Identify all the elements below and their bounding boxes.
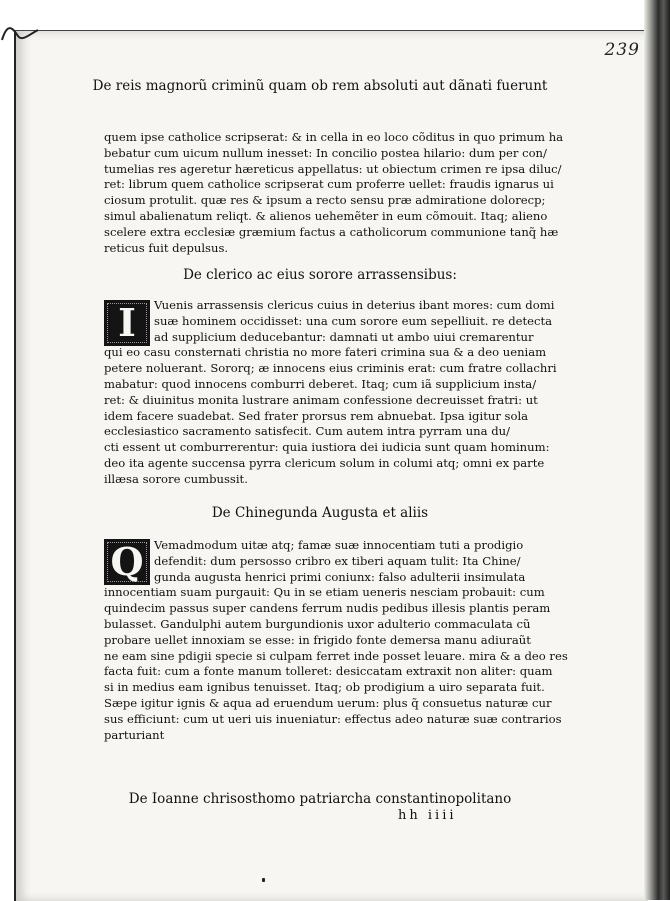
chapter-heading: De reis magnorũ criminũ quam ob rem absoluti aut dãnati fuerunt [92,78,548,94]
paragraph-third [104,538,568,743]
signature-mark: hh iiii [398,808,457,823]
initial-letter: Q [110,539,144,584]
text-line: tumelias res ageretur hæreticus appellatus: ut obiectum crimen re ipsa diluc/ [104,161,562,176]
text-line: defendit: dum persosso cribro ex tiberi aquam tulit: Ita Chine/ [154,553,521,568]
text-line: ret: & diuinitus monita lustrare animam confessione decreuisset fratri: ut [104,392,538,407]
text-line: reticus fuit depulsus. [104,240,229,255]
text-line: ne eam sine pdigii specie si culpam ferret inde posset leuare. mira & a deo res [104,648,568,663]
text-line: ecclesiastico sacramento satisfecit. Cum autem intra pyrram una du/ [104,424,511,439]
text-line: ciosum protulit. quæ res & ipsum a recto sensu præ admiratione dolorecp; [104,193,546,208]
text-line: cti essent ut comburrerentur: quia iustiora dei iudicia sunt quam hominum: [104,440,550,455]
text-line: parturiant [104,727,165,742]
text-line: petere noluerant. Sororq; æ innocens eius criminis erat: cum fratre collachri [104,361,557,376]
paragraph-second [104,298,557,488]
text-line: Vemadmodum uitæ atq; famæ suæ innocentiam tuti a prodigio [154,538,524,552]
ink-speck [262,878,265,882]
text-line: quem ipse catholice scripserat: & in cella in eo loco cõditus in quo primum ha [104,130,564,144]
text-line: bulasset. Gandulphi autem burgundionis uxor adulterio commaculata cũ [104,616,531,631]
text-line: idem facere suadebat. Sed frater prorsus rem abnuebat. Ipsa igitur sola [104,408,529,423]
text-line: facta fuit: cum a fonte manum tolleret: desiccatam extraxit non aliter: quam [104,664,553,679]
text-line: innocentiam suam purgauit: Qu in se etiam ueneris nesciam probauit: cum [104,585,545,600]
text-line: suæ hominem occidisset: una cum sorore eum sepelliuit. re detecta [154,313,553,328]
section-heading-chrysostom: De Ioanne chrisosthomo patriarcha constantinopolitano [128,791,512,807]
text-line: deo ita agente succensa pyrra clericum solum in columi atq; omni ex parte [104,455,545,470]
text-line: simul abalienatum reliqt. & alienos uehemẽter in eum cõmouit. Itaq; alieno [104,208,548,223]
text-line: Sæpe igitur ignis & aqua ad eruendum uerum: plus q̃ consuetus naturæ cur [104,695,552,710]
text-line: scelere extra ecclesiæ græmium factus a catholicorum communione tanq̃ hæ [104,224,559,239]
paragraph-first [104,130,564,256]
initial-letter: I [118,300,136,345]
text-line: ret: librum quem catholice scripserat cum proferre uellet: fraudis ignarus ui [104,177,554,192]
text-line: qui eo casu consternati christia no more fateri crimina sua & a deo ueniam [104,345,547,360]
folio-number: 239 [604,40,640,60]
text-line: bebatur cum uicum nullum inesset: In concilio postea hilario: dum per con/ [104,145,547,160]
text-line: mabatur: quod innocens comburri deberet. Itaq; cum iã supplicium insta/ [104,376,537,391]
text-line: sus efficiunt: cum ut ueri uis inueniatur: effectus adeo naturæ suæ contrarios [104,711,562,726]
text-line: Vuenis arrassensis clericus cuius in deterius ibant mores: cum domi [154,298,555,312]
text-line: probare uellet innoxiam se esse: in frigido fonte demersa manu adiuraũt [104,632,531,647]
page-curl-mark [0,0,40,46]
text-line: si in medius eam ignibus tenuisset. Itaq; ob prodigium a uiro separata fuit. [104,680,545,695]
text-line: quindecim passus super candens ferrum nudis pedibus illesis plantis peram [104,601,551,616]
text-line: illæsa sorore cumbussit. [104,471,248,486]
text-line: gunda augusta henrici primi coniunx: falso adulterii insimulata [154,569,526,584]
text-line: ad supplicium deducebantur: damnati ut ambo uiui cremarentur [154,329,534,344]
book-fore-edge [644,0,670,900]
section-heading-chinegunda: De Chinegunda Augusta et aliis [211,505,429,521]
section-heading-clerico: De clerico ac eius sorore arrassensibus: [183,267,457,283]
